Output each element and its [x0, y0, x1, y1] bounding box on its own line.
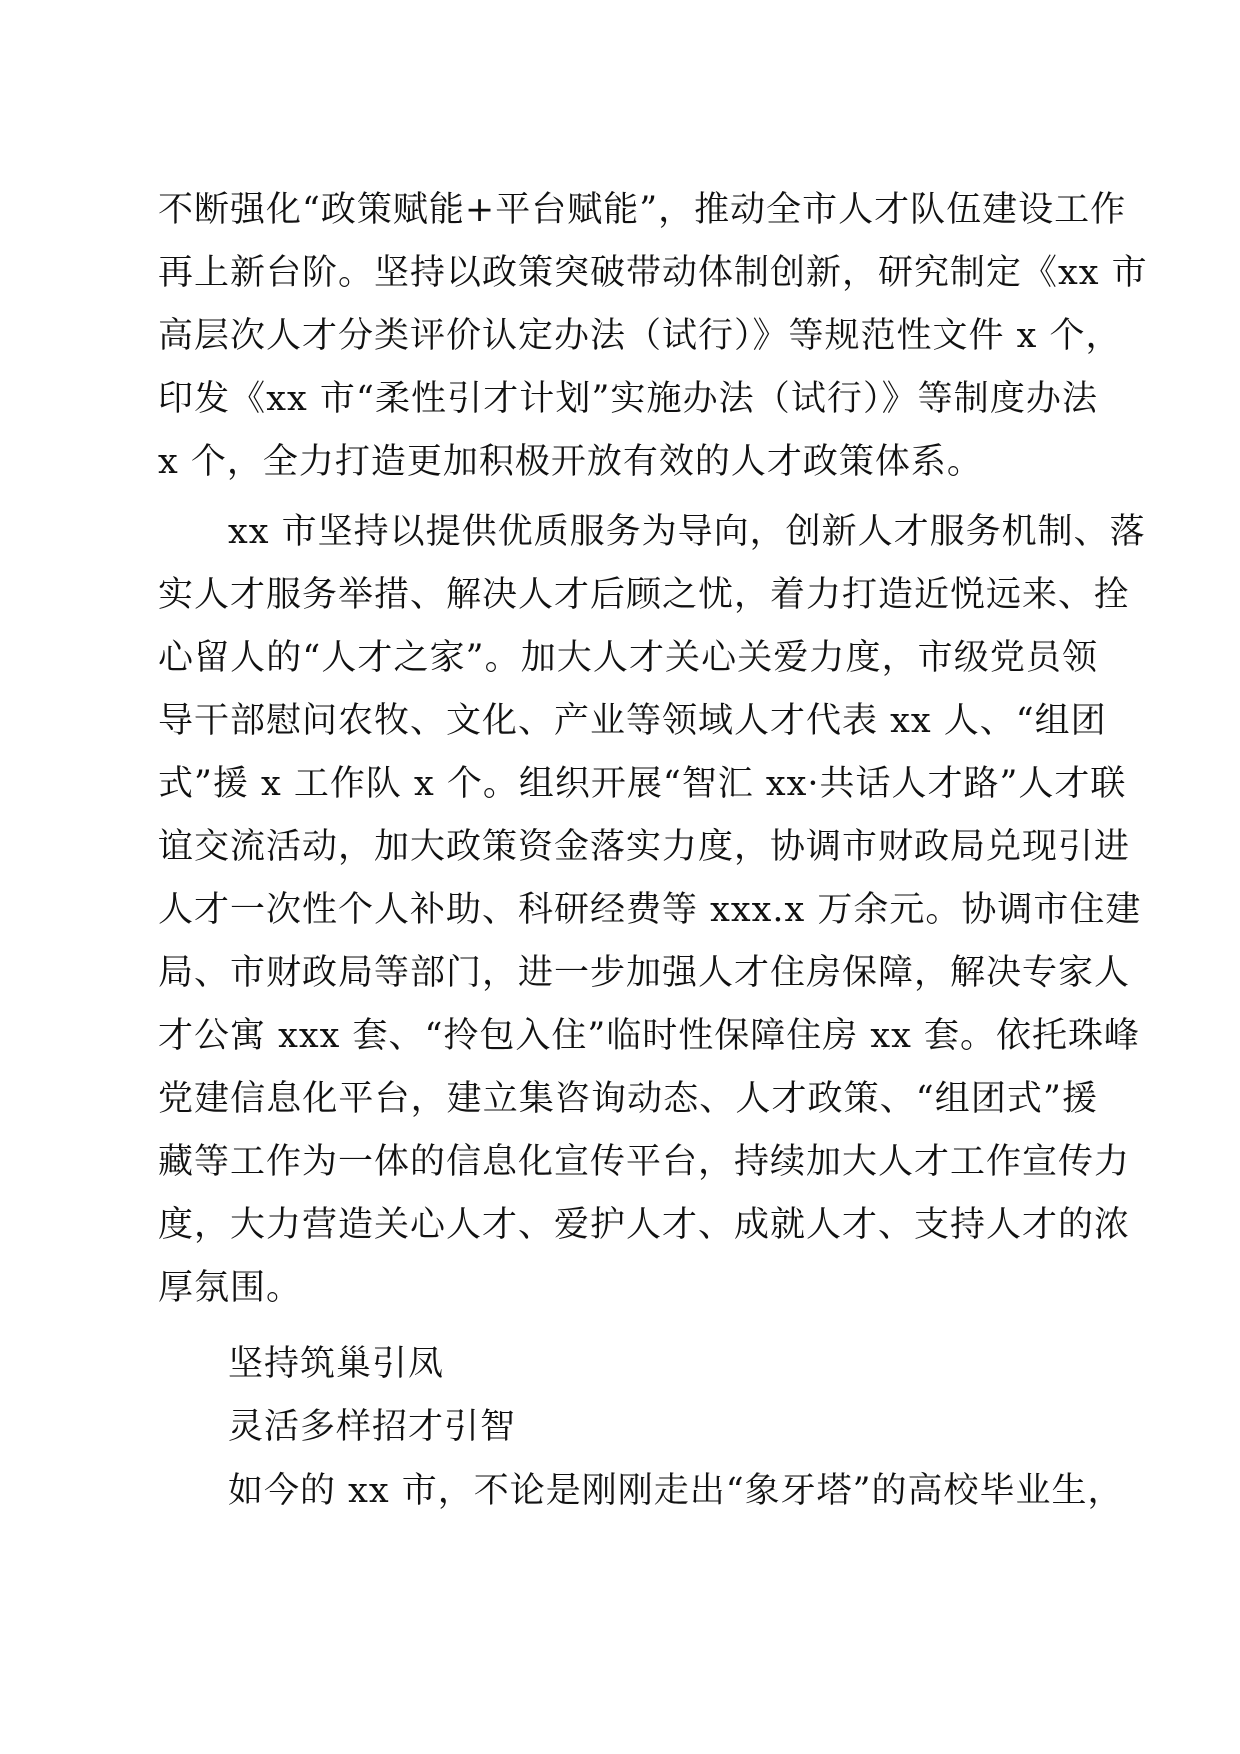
text-line: 党建信息化平台，建立集咨询动态、人才政策、“组团式”援: [158, 1079, 1098, 1119]
text-line: 厚氛围。: [158, 1268, 303, 1308]
text-line: 导干部慰问农牧、文化、产业等领域人才代表 xx 人、“组团: [158, 701, 1107, 741]
text-line: 印发《xx 市“柔性引才计划”实施办法（试行）》等制度办法: [158, 379, 1098, 419]
text-line: 实人才服务举措、解决人才后顾之忧，着力打造近悦远来、拴: [158, 575, 1131, 615]
text-line: 心留人的“人才之家”。加大人才关心关爱力度，市级党员领: [158, 638, 1098, 678]
text-line: 如今的 xx 市，不论是刚刚走出“象牙塔”的高校毕业生，: [228, 1471, 1124, 1511]
text-line: x 个，全力打造更加积极开放有效的人才政策体系。: [158, 442, 983, 482]
text-line: 不断强化“政策赋能+平台赋能”，推动全市人才队伍建设工作: [158, 190, 1127, 230]
text-line: 才公寓 xxx 套、“拎包入住”临时性保障住房 xx 套。依托珠峰: [158, 1016, 1140, 1056]
text-line: 度，大力营造关心人才、爱护人才、成就人才、支持人才的浓: [158, 1205, 1131, 1245]
text-line: 藏等工作为一体的信息化宣传平台，持续加大人才工作宣传力: [158, 1142, 1131, 1182]
text-line: 再上新台阶。坚持以政策突破带动体制创新，研究制定《xx 市: [158, 253, 1148, 293]
text-line: 高层次人才分类评价认定办法（试行）》等规范性文件 x 个，: [158, 316, 1122, 356]
text-line: xx 市坚持以提供优质服务为导向，创新人才服务机制、落: [228, 512, 1146, 552]
text-line: 人才一次性个人补助、科研经费等 xxx.x 万余元。协调市住建: [158, 890, 1142, 930]
text-line: 局、市财政局等部门，进一步加强人才住房保障，解决专家人: [158, 953, 1131, 993]
section-subheading: 灵活多样招才引智: [228, 1407, 517, 1447]
text-line: 式”援 x 工作队 x 个。组织开展“智汇 xx·共话人才路”人才联: [158, 764, 1127, 804]
text-line: 谊交流活动，加大政策资金落实力度，协调市财政局兑现引进: [158, 827, 1131, 867]
section-heading: 坚持筑巢引凤: [228, 1344, 445, 1384]
